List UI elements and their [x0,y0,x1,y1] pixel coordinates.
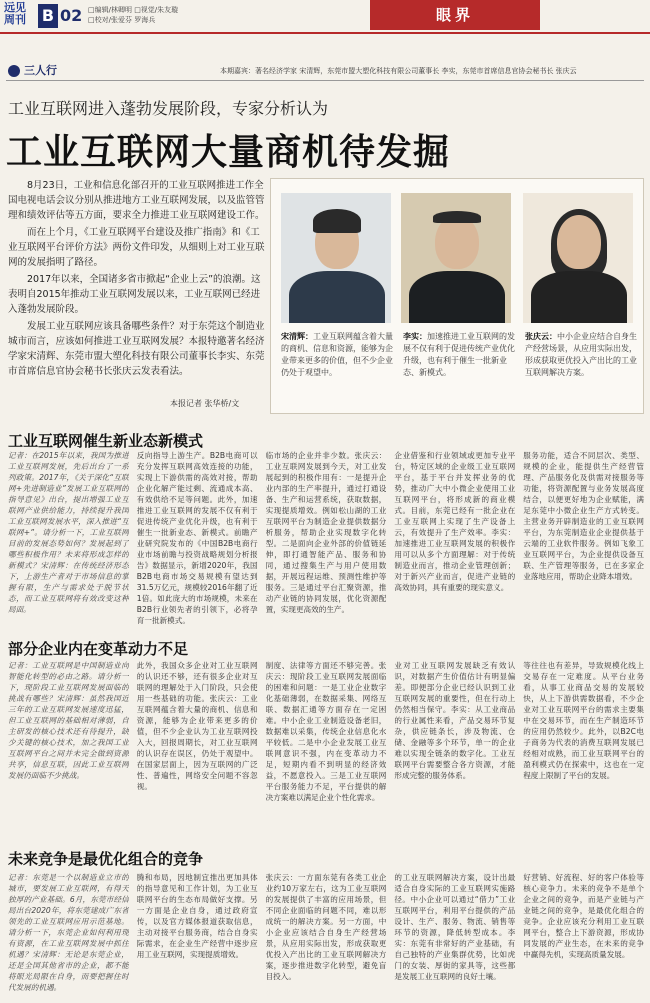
lead-paragraph: 而在上个月，《工业互联网平台建设及推广指南》和《工业互联网平台评价方法》两份文件印发，从细则上对工业互联网的发展指明了路径。 [8,227,265,268]
body-column: 记者：在2015年以来，我国为推进工业互联网发展，先后出台了一系列政策。2017年，《关于深化“互联网+先进制造业”发展工业互联网的指导意见》出台，提出增强工业互联网产业供给能力，持续提升我国工业互联网发展水平，深入推进“互联网+”。请分析一下，工业互联网目前的发展态势如何？发展起到了哪些积极作用？未来将形成怎样的新模式？宋清辉：在传统经济形态下，上游生产者对于市场信息的掌握有限，生产与需求处于脱节状态，而工业互联网将有效改变这种局面。 [8,451,129,614]
photo-caption [403,331,515,379]
body-column: 此外，我国众多企业对工业互联网的认识还不够，还有很多企业对互联网的理解处于入门阶段，只会使用一些基础的功能。张庆云：工业互联网蕴含着大量的商机、信息和资源，能够为企业带来更多的价值，但不少企业认为工业互联网投入大，回报周期长，对工业互联网的认识存在误区，仍处于观望中。在国家层面上，因为互联网的广泛性、普遍性，网络安全问题不容忽视。 [136,661,258,791]
portrait-photo-2 [401,193,511,323]
body-column: 等往往也有差异，导致规模化线上交易存在一定难度。从平台业务看，从事工业商品交易的发展较快，从上下游供需数据看，不少企业对工业互联网平台的需求主要集中在交易环节，而在生产制造环节的应用仍然较少。此外，以B2C电子商务为代表的消费互联网发展已经相对成熟，而工业互联网平台的盈利模式仍在探索中，这也在一定程度上限制了平台的发展。 [523,661,644,780]
section-body [8,660,644,836]
page-number: 02 [60,6,83,25]
byline: 本报记者 张华桥/文 [170,399,240,408]
expert-photo-panel [270,178,644,414]
lead-paragraph: 8月23日，工业和信息化部召开的工业互联网推进工作全国电视电话会议分别从推进地方工业互联网发展，以及监管管理和绩效评估等五方面，要求全力推进工业互联网建设工作。 [8,180,265,221]
caption-text: 中小企业应结合自身生产经营场景，从应用实际出发，形成获取更优投入产出比的工业互联网解决方案。 [525,332,637,377]
section-body [8,872,644,998]
column-bullet-icon [8,65,20,77]
body-column: 制度、法律等方面还不够完善。张庆云：现阶段工业互联网发展面临的困难和问题：一是工业企业数字化基础薄弱，在数据采集、网络互联、数据汇通等方面存在一定困难。中小企业工业制造设备老旧，数据难以采集，传统企业信息化水平较低。二是中小企业发展工业互联网意识不强，内在变革动力不足，短期内看不到明显的经济效益，不愿意投入。三是工业互联网平台服务能力不足，平台提供的解决方案难以满足企业个性化需求。 [265,661,387,802]
body-column: 记者：东莞是一个以制造业立市的城市，要发展工业互联网，有得天独厚的产业基础。6月，东莞市经信局出台2020年，将东莞建成广东省领先的工业互联网应用示范基地。请分析一下，东莞企业如何利用现有资源，在工业互联网发展中抓住机遇？宋清辉：无论是东莞企业，还是全国其他省市的企业，都不能将眼光局限在自身，而要把握住时代发展的机遇。 [8,873,129,992]
lead-paragraph: 2017年以来，全国诸多省市掀起“企业上云”的浪潮。这表明自2015年推动工业互联网发展以来，工业互联网已经进入蓬勃发展阶段。 [8,274,261,315]
section-heading: 工业互联网催生新业态新模式 [8,432,204,450]
photo-caption [281,331,393,379]
body-column: 的工业互联网解决方案，设计出最适合自身实际的工业互联网实施路径。中小企业可以通过“借力”工业互联网平台，利用平台提供的产品设计、生产、服务、物流、销售等环节的资源，降低转型成本。李实：东莞有非常好的产业基础，有自己独特的产业集群优势，比如虎门的女装、厚街的家具等，这些都是发展工业互联网的良好土壤。 [394,873,516,981]
body-column: 业对工业互联网发展缺乏有效认识，对数据产生价值估计有明显偏差。即便部分企业已经认识到工业互联网发展的重要性，但在行动上仍然相当保守。李实：从工业商品的行业属性来看，产品交易环节复杂，供应链条长，涉及物流、仓储、金融等多个环节，单一的企业难以实现全链条的数字化。工业互联网平台需要整合各方资源，才能形成完整的服务体系。 [394,661,516,780]
column-label-text: 三人行 [24,64,57,77]
section-body [8,450,644,626]
credits [88,5,228,25]
lead-paragraph: 发展工业互联网应该具备哪些条件？对于东莞这个制造业城市而言，应该如何推进工业互联网发展？本报特邀著名经济学家宋清辉、东莞市盟大塑化科技有限公司董事长李实、东莞市首席信息官协会秘书长张庆云发表看法。 [8,321,265,377]
article-kicker: 工业互联网进入蓬勃发展阶段，专家分析认为 [8,99,329,118]
section-heading: 部分企业内在变革动力不足 [8,640,189,658]
body-column: 服务功能，适合不同层次、类型、规模的企业，能提供生产经营管理、产品服务化及供需对接服务等功能，将资源配置与业务发展高度结合，以便更好地为企业赋能，满足东莞中小微企业生产方式转变。主营业务开辟制造业的工业互联网平台，为东莞制造业企业提供基于云端的工业软件服务。例如飞象工业互联网平台，为企业提供设备互联、生产管理等服务，已在多家企业落地应用，帮助企业降本增效。 [523,451,644,581]
body-column: 好营销、好流程、好的客户体验等核心竞争力。未来的竞争不是单个企业之间的竞争，而是产业链与产业链之间的竞争，是最优化组合的竞争。企业应该充分利用工业互联网平台，整合上下游资源，形成协同发展的产业生态，在未来的竞争中赢得先机，实现高质量发展。 [523,873,644,959]
article-headline: 工业互联网大量商机待发掘 [6,132,451,173]
body-column: 记者：工业互联网是中国制造业向智能化转型的必由之路。请分析一下，现阶段工业互联网发展面临的挑战有哪些？宋清辉：虽然我国近三年的工业互联网发展速度迅猛，但工业互联网的基础相对薄弱，自主研发的核心技术还有待提升，缺少关键的核心技术，加之我国工业互联网平台之间并未完全做到资源共享，信息互联，因此工业互联网发展仍面临不少挑战。 [8,661,129,780]
body-column: 临市场的企业并非少数。张庆云：工业互联网发展到今天，对工业发展起到的积极作用有：一是提升企业内部的生产率提升，通过打通设备、生产和运营系统，获取数据，实现提质增效。例如松山湖的工业互联网平台为制造企业提供数据分析服务，帮助企业实现数字化转型。二是面向企业外部的价值链延伸，即打通智能产品、服务和协同，通过搜集生产与用户使用数据，开展远程运维、预测性维护等服务。三是通过平台汇聚资源，推动产业链的协同发展，优化资源配置，实现更高效的生产。 [265,451,387,614]
portrait-photo-1 [281,193,391,323]
credits-line: □编辑/林卿明 □视觉/朱友璇 [88,6,179,14]
divider [6,80,644,81]
body-column: 企业借鉴和行业领域或更加专业平台，特定区域的企业级工业互联网平台，基于平台并发挥业务的优势，推动广大中小微企业使用工业互联网平台，将形成新的商业模式。目前，东莞已经有一批企业在工业互联网上实现了生产设备上云，有效提升了生产效率。李实：加速推进工业互联网发展的积极作用可以从多个方面理解：对于传统制造业而言，推动企业管理创新；对于新兴产业而言，促进产业链的高效协同，具有重要的现实意义。 [394,451,516,592]
body-column: 腾和布局，因地制宜推出更加具体的指导意见和工作计划，为工业互联网平台的生态布局做好支撑。另一方面是企业自身，通过政府宣传，以及官方媒体报道获取信息，主动对接平台服务商，结合自身实际需求，在企业生产经营中逐步应用工业互联网，实现提质增效。 [136,873,258,959]
masthead [0,0,650,34]
portrait-photo-3 [523,193,633,323]
guest-list: 本期嘉宾：著名经济学家 宋清辉，东莞市盟大塑化科技有限公司董事长 李实，东莞市首席信息官协会秘书长 张庆云 [220,67,577,75]
section-tab[interactable]: 眼界 [370,0,540,30]
photo-caption [525,331,637,379]
caption-text: 工业互联网蕴含着大量的商机、信息和资源，能够为企业带来更多的价值，但不少企业仍处于观望中。 [281,332,393,377]
body-column: 张庆云：一方面东莞有各类工业企业约10万家左右，这为工业互联网的发展提供了丰富的应用场景，但不同企业面临的问题不同，难以形成统一的解决方案。另一方面，中小企业应该结合自身生产经营场景，从应用实际出发，形成获取更优投入产出比的工业互联网解决方案，逐步推进数字化转型，避免盲目投入。 [265,873,387,981]
section-heading: 未来竞争是最优化组合的竞争 [8,850,204,868]
caption-text: 加速推进工业互联网的发展不仅有利于促进传统产业优化升级，也有利于催生一批新业态、新模式。 [403,332,515,377]
caption-name: 宋清辉： [281,332,313,341]
credits-line: □校对/张爱芬 罗海兵 [88,16,156,24]
article-lead [8,178,266,381]
caption-name: 李实： [403,332,427,341]
brand-logo: 远见周刊 [4,1,26,26]
body-column: 反向指导上游生产。B2B电商可以充分发挥互联网高效连接的功能，实现上下游供需的高效对接，帮助企业化解产能过剩、流通成本高、有效供给不足等问题。此外，加速推进工业互联网的发展不仅有利于促进传统产业优化升级，也有利于催生一批新业态、新模式。前瞻产业研究院发布的《中国B2B电商行业市场前瞻与投资战略规划分析报告》数据显示，新增2020年，我国B2B电商市场交易规模有望达到31.5万亿元，规模较2016年翻了近1倍。如此庞大的市场规模，未来在B2B行业领先者的引领下，必将孕育一批新模式。 [136,451,258,625]
edition-letter: B [38,4,58,28]
column-label [8,62,57,78]
caption-name: 张庆云： [525,332,557,341]
